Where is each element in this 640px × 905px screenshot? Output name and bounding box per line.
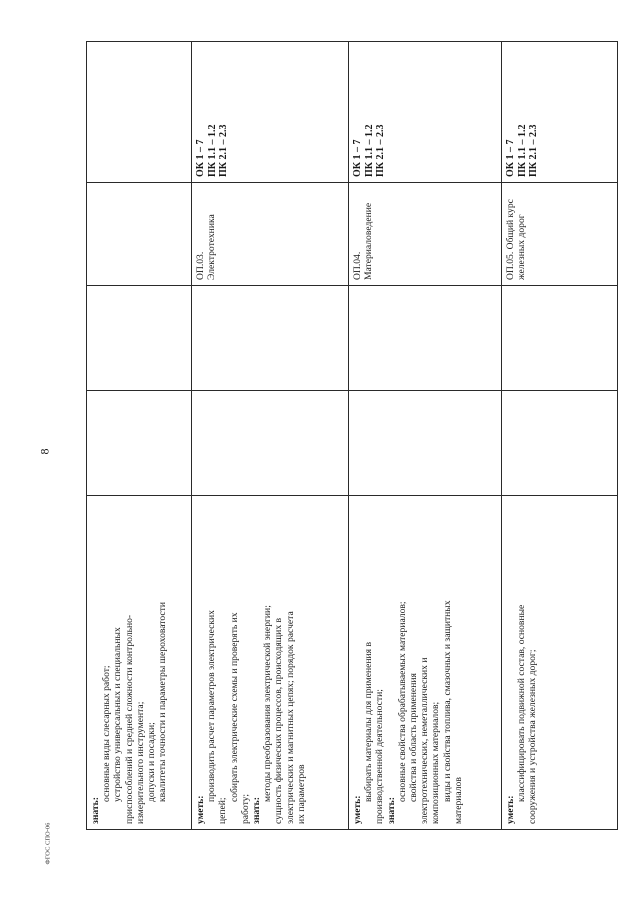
empty-cell xyxy=(192,390,348,495)
requirement-line: допуски и посадки; xyxy=(146,722,158,802)
competency-code: ПК 1.1 – 1.2 xyxy=(206,124,218,177)
requirement-line: основные свойства обрабатываемых материалов; xyxy=(396,601,408,802)
discipline-line: Материаловедение xyxy=(363,202,375,280)
discipline-line: железных дорог xyxy=(516,214,528,280)
requirement-line: цепей; xyxy=(217,797,229,824)
table-row xyxy=(192,42,349,829)
competencies-cell xyxy=(192,42,348,182)
requirement-line: методы преобразования электрической энергии; xyxy=(262,605,274,802)
requirement-line: приспособлений и средней сложности контрольно- xyxy=(123,614,135,824)
requirement-line: материалов xyxy=(452,777,464,824)
empty-cell xyxy=(502,285,617,390)
requirement-line: производить расчет параметров электрических xyxy=(206,610,218,802)
empty-cell xyxy=(349,390,501,495)
section-keyword: уметь: xyxy=(352,795,363,824)
requirement-line: виды и свойства топлива, смазочных и защитных xyxy=(441,600,453,802)
competency-table xyxy=(86,41,618,830)
table-row xyxy=(349,42,502,829)
requirement-line: квалитеты точности и параметры шероховатости xyxy=(157,602,169,802)
requirement-line: их параметров xyxy=(295,764,307,824)
discipline-cell xyxy=(502,182,617,285)
requirement-line: композиционных материалов; xyxy=(430,701,442,824)
page-number: 8 xyxy=(37,448,52,455)
requirement-line: электрических и магнитных цепях; порядок расчета xyxy=(284,611,296,824)
competency-code: ОК 1 – 7 xyxy=(352,139,363,177)
competency-code: ПК 1.1 – 1.2 xyxy=(363,124,375,177)
section-keyword: уметь: xyxy=(505,795,516,824)
empty-cell xyxy=(87,285,191,390)
competency-code: ПК 2.1 – 2.3 xyxy=(218,124,229,177)
requirement-line: классифицировать подвижной состав, основные xyxy=(516,604,528,802)
requirement-line: сущность физических процессов, происходящих в xyxy=(273,617,285,824)
requirement-line: измерительного инструмента; xyxy=(134,701,146,824)
requirement-line: выбирать материалы для применения в xyxy=(363,641,375,802)
requirement-line: основные виды слесарных работ; xyxy=(101,665,113,802)
section-keyword: знать: xyxy=(251,797,263,824)
table-row xyxy=(87,42,192,829)
section-keyword: уметь: xyxy=(195,795,206,824)
table-row xyxy=(502,42,617,829)
requirement-line: сооружения и устройства железных дорог; xyxy=(527,649,539,824)
requirement-line: производственной деятельности; xyxy=(374,689,386,824)
requirement-line: работу; xyxy=(239,793,251,824)
requirements-cell xyxy=(192,495,348,829)
competency-code: ОК 1 – 7 xyxy=(195,139,206,177)
discipline-line: ОП.04. xyxy=(352,251,363,280)
rotated-table-container xyxy=(86,41,618,830)
competency-code: ОК 1 – 7 xyxy=(505,139,516,177)
discipline-cell xyxy=(87,182,191,285)
discipline-line: Электротехника xyxy=(206,214,218,280)
discipline-line: ОП.05. Общий курс xyxy=(505,199,516,280)
empty-cell xyxy=(349,285,501,390)
competency-code: ПК 1.1 – 1.2 xyxy=(516,124,528,177)
competency-code: ПК 2.1 – 2.3 xyxy=(528,124,539,177)
competency-code: ПК 2.1 – 2.3 xyxy=(375,124,386,177)
requirements-cell xyxy=(349,495,501,829)
competencies-cell xyxy=(87,42,191,182)
discipline-line: ОП.03. xyxy=(195,251,206,280)
discipline-cell xyxy=(349,182,501,285)
empty-cell xyxy=(502,390,617,495)
footer-code: ФГОС СПО-06 xyxy=(44,822,52,865)
section-keyword: знать: xyxy=(385,797,397,824)
competencies-cell xyxy=(349,42,501,182)
empty-cell xyxy=(87,390,191,495)
requirement-line: устройство универсальных и специальных xyxy=(112,627,124,802)
requirement-line: свойства и область применения xyxy=(408,673,420,802)
competencies-cell xyxy=(502,42,617,182)
empty-cell xyxy=(192,285,348,390)
requirement-line: электротехнических, неметаллических и xyxy=(419,657,431,824)
section-keyword: знать: xyxy=(90,797,101,824)
discipline-cell xyxy=(192,182,348,285)
requirements-cell xyxy=(502,495,617,829)
requirements-cell xyxy=(87,495,191,829)
requirement-line: собирать электрические схемы и проверять их xyxy=(228,612,240,802)
